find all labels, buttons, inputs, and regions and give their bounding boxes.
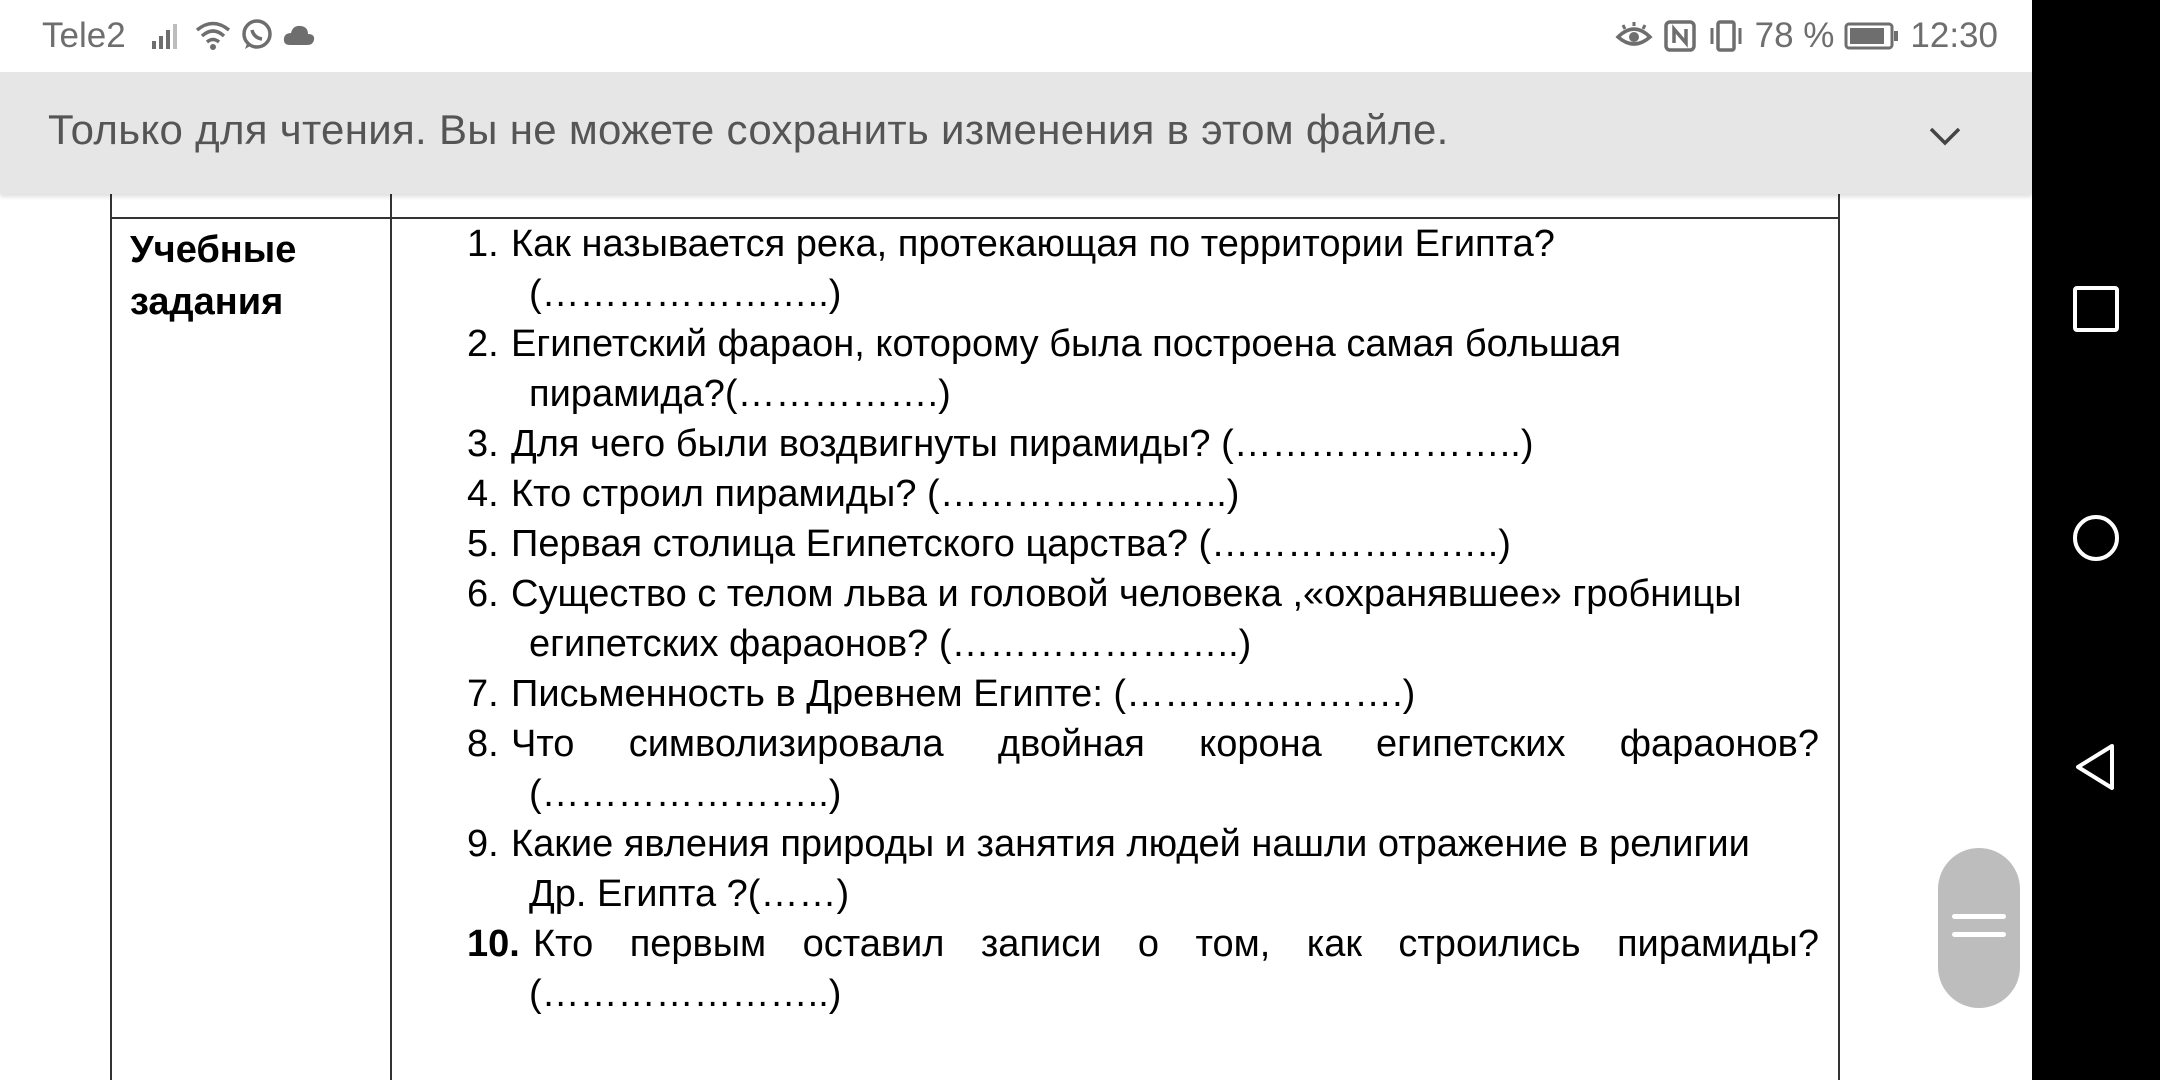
answer-blank: (…………………..) bbox=[529, 273, 842, 315]
recents-square-icon[interactable] bbox=[2072, 285, 2120, 333]
list-item bbox=[467, 219, 1819, 319]
list-item bbox=[467, 519, 1819, 569]
status-bar bbox=[0, 0, 2032, 72]
row-label: Учебные задания bbox=[130, 229, 297, 323]
chevron-down-icon[interactable] bbox=[1926, 117, 1964, 155]
question-number: 1. bbox=[467, 223, 499, 265]
battery-percent: 78 % bbox=[1754, 16, 1835, 55]
handle-grip-line bbox=[1952, 914, 2006, 919]
eye-icon bbox=[1615, 20, 1653, 52]
list-item bbox=[467, 319, 1819, 419]
wifi-icon bbox=[194, 19, 232, 51]
question-text: Как называется река, протекающая по территории Египта? bbox=[511, 223, 1555, 265]
question-number: 6. bbox=[467, 573, 499, 615]
read-only-banner[interactable] bbox=[0, 72, 2032, 194]
question-text-continued: пирамида?(…………….) bbox=[529, 373, 951, 415]
list-item bbox=[467, 919, 1819, 1019]
question-text: Существо с телом льва и головой человека ,«охранявшее» гробницы bbox=[511, 573, 1742, 615]
question-text: Египетский фараон, которому была построена самая большая bbox=[511, 323, 1622, 365]
question-text: Кто строил пирамиды? (…………………..) bbox=[511, 473, 1240, 515]
list-item bbox=[467, 419, 1819, 469]
clock: 12:30 bbox=[1910, 16, 1998, 55]
scroll-handle[interactable] bbox=[1938, 848, 2020, 1008]
status-icons-right bbox=[1615, 16, 1998, 56]
carrier-name: Tele2 bbox=[42, 16, 126, 55]
home-circle-icon[interactable] bbox=[2072, 514, 2120, 562]
question-number: 4. bbox=[467, 473, 499, 515]
list-item bbox=[467, 469, 1819, 519]
nfc-icon bbox=[1663, 19, 1697, 53]
whatsapp-icon bbox=[240, 18, 274, 52]
question-text: Что символизировала двойная корона египетских фараонов? bbox=[511, 723, 1819, 765]
list-item bbox=[467, 669, 1819, 719]
questions-list bbox=[467, 219, 1819, 1019]
answer-blank: (…………………..) bbox=[529, 973, 842, 1015]
document-view[interactable] bbox=[0, 194, 2032, 1080]
table-column-divider bbox=[390, 194, 392, 1080]
question-text: Кто первым оставил записи о том, как строились пирамиды? bbox=[533, 923, 1819, 965]
read-only-message: Только для чтения. Вы не можете сохранить изменения в этом файле. bbox=[48, 106, 1449, 153]
battery-icon bbox=[1844, 21, 1900, 51]
question-number: 2. bbox=[467, 323, 499, 365]
question-text-continued: Др. Египта ?(……) bbox=[529, 873, 850, 915]
question-text: Какие явления природы и занятия людей нашли отражение в религии bbox=[511, 823, 1750, 865]
question-number: 7. bbox=[467, 673, 499, 715]
vibrate-icon bbox=[1707, 19, 1745, 53]
back-triangle-icon[interactable] bbox=[2072, 743, 2120, 791]
answer-blank: (…………………..) bbox=[529, 773, 842, 815]
signal-icon bbox=[150, 19, 186, 51]
list-item bbox=[467, 719, 1819, 819]
cloud-icon bbox=[282, 21, 316, 49]
navigation-bar bbox=[2032, 0, 2160, 1080]
handle-grip-line bbox=[1952, 932, 2006, 937]
status-icons-left bbox=[150, 18, 316, 52]
question-text: Первая столица Египетского царства? (…………………..) bbox=[511, 523, 1511, 565]
question-number: 5. bbox=[467, 523, 499, 565]
content-table bbox=[110, 194, 1840, 1080]
list-item bbox=[467, 569, 1819, 669]
question-number: 3. bbox=[467, 423, 499, 465]
question-text: Для чего были воздвигнуты пирамиды? (…………………..) bbox=[511, 423, 1534, 465]
question-text: Письменность в Древнем Египте: (………………….) bbox=[511, 673, 1416, 715]
question-number: 8. bbox=[467, 723, 499, 765]
list-item bbox=[467, 819, 1819, 919]
question-text-continued: египетских фараонов? (…………………..) bbox=[529, 623, 1252, 665]
question-number: 10. bbox=[467, 923, 520, 965]
question-number: 9. bbox=[467, 823, 499, 865]
